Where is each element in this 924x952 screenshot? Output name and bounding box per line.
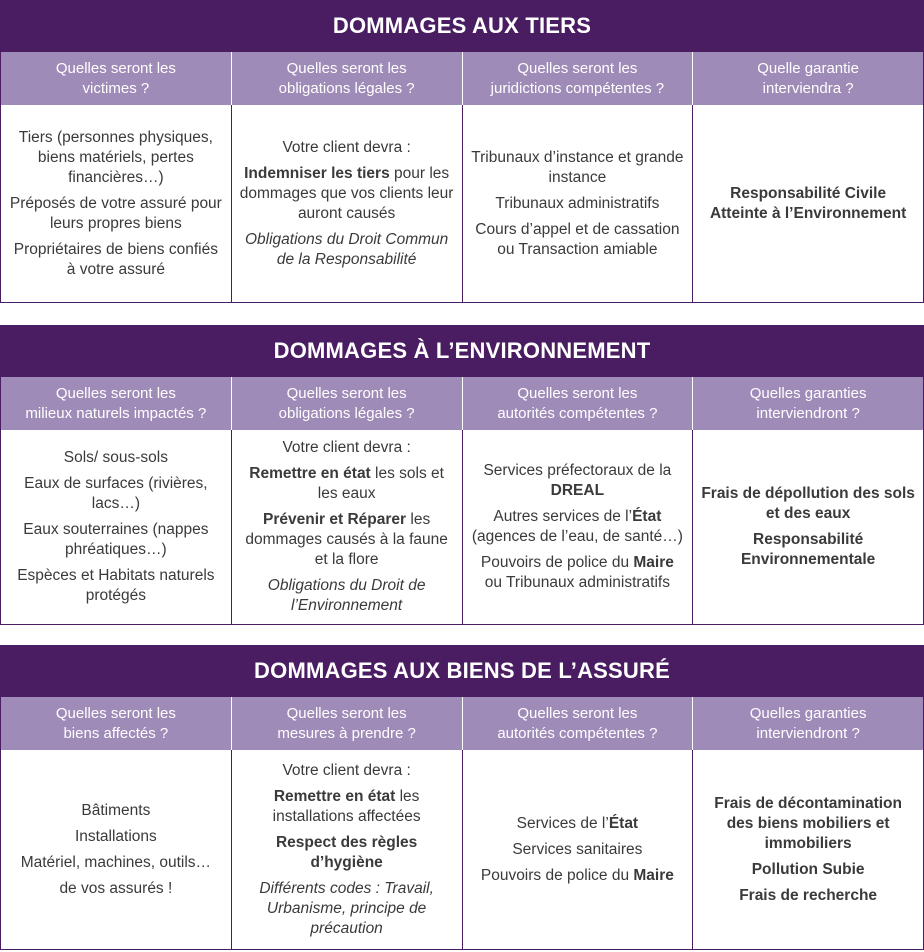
header-obligations: Quelles seront les obligations légales ? xyxy=(231,377,462,430)
cell-biens: Bâtiments Installations Matériel, machines, outils… de vos assurés ! xyxy=(20,801,212,897)
column-headers xyxy=(0,52,924,105)
cell-juridictions: Tribunaux d’instance et grande instance Tribunaux administratifs Cours d’appel et de cassation ou Transaction amiable xyxy=(462,105,693,302)
cell-garanties: Frais de décontamination des biens mobiliers et immobiliers Pollution Subie Frais de recherche xyxy=(692,750,923,949)
section-dommages-biens-assure xyxy=(0,645,924,950)
header-victimes: Quelles seront les victimes ? xyxy=(55,59,176,97)
header-mesures: Quelles seront les mesures à prendre ? xyxy=(231,697,462,750)
column-headers xyxy=(0,377,924,430)
cell-autorites: Services préfectoraux de la DREAL Autres services de l’État (agences de l’eau, de santé…) Pouvoirs de police du Maire ou Tribunaux administratifs xyxy=(462,430,693,624)
header-juridictions: Quelles seront les juridictions compétentes ? xyxy=(462,52,693,105)
section-dommages-environnement xyxy=(0,325,924,625)
cell-obligations: Votre client devra : Remettre en état les sols et les eaux Prévenir et Réparer les dommages causés à la faune et la flore Obligations du Droit de l’Environnement xyxy=(231,430,462,624)
section-body xyxy=(0,430,924,625)
section-body xyxy=(0,750,924,950)
header-autorites: Quelles seront les autorités compétentes ? xyxy=(462,697,693,750)
section-body xyxy=(0,105,924,303)
header-milieux: Quelles seront les milieux naturels impactés ? xyxy=(25,384,207,422)
header-biens: Quelles seront les biens affectés ? xyxy=(55,704,176,742)
cell-obligations: Votre client devra : Indemniser les tiers pour les dommages que vos clients leur auront causés Obligations du Droit Commun de la Responsabilité xyxy=(231,105,462,302)
cell-garantie: Responsabilité Civile Atteinte à l’Environnement xyxy=(692,105,923,302)
cell-autorites: Services de l’État Services sanitaires Pouvoirs de police du Maire xyxy=(462,750,693,949)
header-garanties: Quelles garanties interviendront ? xyxy=(692,697,923,750)
header-garantie: Quelle garantie interviendra ? xyxy=(692,52,923,105)
section-title: DOMMAGES AUX BIENS DE L’ASSURÉ xyxy=(0,645,924,697)
cell-milieux: Sols/ sous-sols Eaux de surfaces (rivières, lacs…) Eaux souterraines (nappes phréatiques…) Espèces et Habitats naturels protégés xyxy=(17,449,215,604)
cell-garanties: Frais de dépollution des sols et des eaux Responsabilité Environnementale xyxy=(692,430,923,624)
section-dommages-tiers xyxy=(0,0,924,303)
header-obligations: Quelles seront les obligations légales ? xyxy=(231,52,462,105)
column-headers xyxy=(0,697,924,750)
cell-mesures: Votre client devra : Remettre en état les installations affectées Respect des règles d’hygiène Différents codes : Travail, Urbanisme, principe de précaution xyxy=(231,750,462,949)
cell-victimes: Tiers (personnes physiques, biens matériels, pertes financières…) Préposés de votre assuré pour leurs propres biens Propriétaires de biens confiés à votre assuré xyxy=(9,128,222,278)
section-title: DOMMAGES AUX TIERS xyxy=(0,0,924,52)
header-garanties: Quelles garanties interviendront ? xyxy=(692,377,923,430)
section-title: DOMMAGES À L’ENVIRONNEMENT xyxy=(0,325,924,377)
header-autorites: Quelles seront les autorités compétentes ? xyxy=(462,377,693,430)
